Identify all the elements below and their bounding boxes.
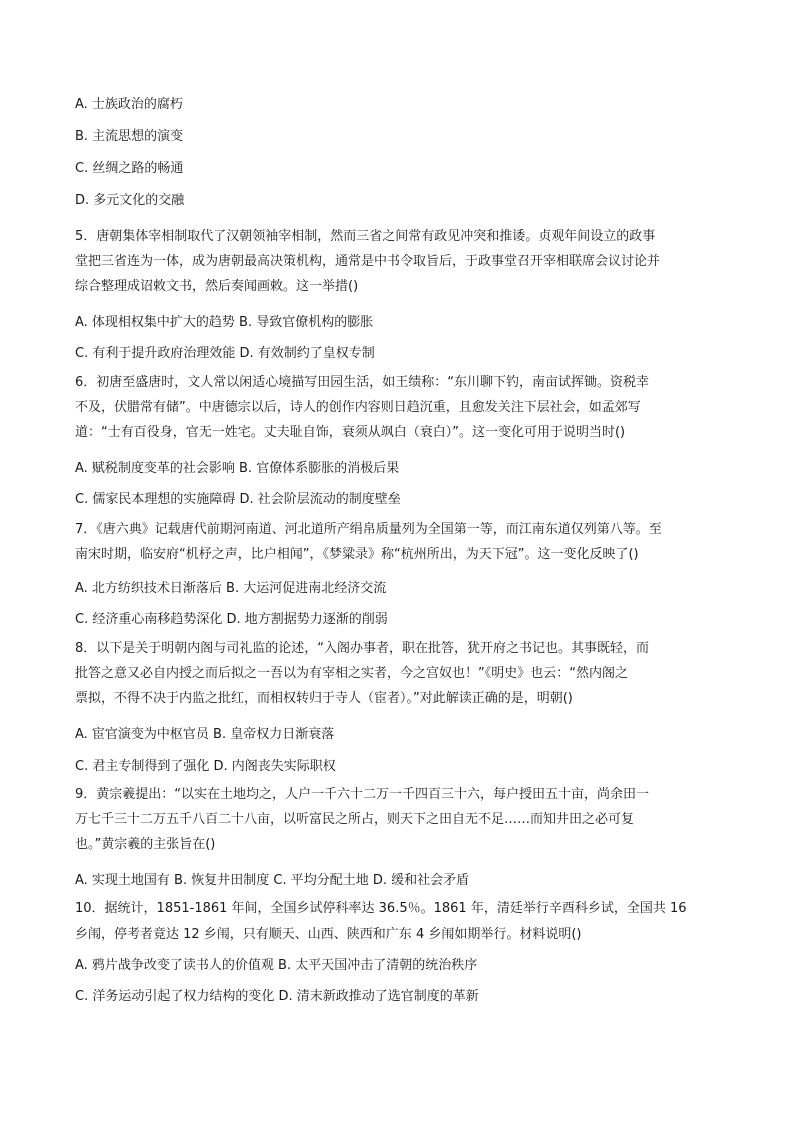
- question-stem: 9．黄宗羲提出：“以实在土地均之，人户一千六十二万一千四百三十六，每户授田五十亩，尚余田一: [75, 787, 650, 802]
- option-line: A. 宦官演变为中枢官员 B. 皇帝权力日渐衰落: [75, 727, 335, 742]
- question-stem: 7．《唐六典》记载唐代前期河南道、河北道所产绢帛质量列为全国第一等，而江南东道仅列第八等。至: [75, 522, 662, 537]
- option-line: B. 主流思想的演变: [75, 129, 184, 144]
- option-line: A. 鸦片战争改变了读书人的价值观 B. 太平天国冲击了清朝的统治秩序: [75, 958, 478, 973]
- option-line: C. 洋务运动引起了权力结构的变化 D. 清末新政推动了选官制度的革新: [75, 989, 479, 1004]
- question-stem: 道：“士有百役身，官无一姓宅。丈夫耻自饰，衰须从飒白（衰白）”。这一变化可用于说明当时(): [75, 425, 626, 440]
- question-stem: 综合整理成诏敕文书，然后奏闻画敕。这一举措(): [75, 279, 359, 294]
- option-line: A. 体现相权集中扩大的趋势 B. 导致官僚机构的膨胀: [75, 315, 374, 330]
- question-stem: 8．以下是关于明朝内阁与司礼监的论述，“入阁办事者，职在批答，犹开府之书记也。其事既轻，而: [75, 641, 650, 656]
- option-line: A. 士族政治的腐朽: [75, 97, 183, 112]
- question-stem: 乡闱，停考者竟达 12 乡闱，只有顺天、山西、陕西和广东 4 乡闱如期举行。材料说明(): [75, 927, 582, 942]
- question-stem: 不及，伏腊常有储”。中唐德宗以后，诗人的创作内容则日趋沉重，且愈发关注下层社会，如孟郊写: [75, 400, 641, 415]
- question-stem: 10．据统计，1851-1861 年间，全国乡试停科率达 36.5％。1861 年，清廷举行辛酉科乡试，全国共 16: [75, 901, 687, 916]
- option-line: C. 儒家民本理想的实施障碍 D. 社会阶层流动的制度壁垒: [75, 492, 401, 507]
- question-stem: 南宋时期，临安府“机杼之声，比户相闻”，《梦粱录》称“杭州所出，为天下冠”。这一变化反映了(): [75, 547, 639, 562]
- option-line: C. 有利于提升政府治理效能 D. 有效制约了皇权专制: [75, 346, 375, 361]
- question-stem: 5．唐朝集体宰相制取代了汉朝领袖宰相制，然而三省之间常有政见冲突和推诿。贞观年间设立的政事: [75, 229, 656, 244]
- question-stem: 6．初唐至盛唐时，文人常以闲适心境描写田园生活，如王绩称：“东川聊下钓，南亩试挥锄。资税幸: [75, 375, 650, 390]
- option-line: A. 北方纺织技术日渐落后 B. 大运河促进南北经济交流: [75, 581, 387, 596]
- question-stem: 票拟，不得不决于内监之批红，而相权转归于寺人（宦者）。”对此解读正确的是，明朝(): [75, 691, 573, 706]
- option-line: A. 赋税制度变革的社会影响 B. 官僚体系膨胀的消极后果: [75, 461, 400, 476]
- option-line: A. 实现土地国有 B. 恢复井田制度 C. 平均分配土地 D. 缓和社会矛盾: [75, 873, 470, 888]
- question-stem: 堂把三省连为一体，成为唐朝最高决策机构，通常是中书令取旨后，于政事堂召开宰相联席会议讨论并: [75, 254, 661, 269]
- question-stem: 万七千三十二万五千八百二十八亩，以听富民之所占，则天下之田自无不足……而知井田之必可复: [75, 812, 635, 827]
- question-stem: 批答之意又必自内授之而后拟之一吾以为有宰相之实者，今之宫奴也！”《明史》也云：“然内阁之: [75, 666, 628, 681]
- option-line: C. 君主专制得到了强化 D. 内阁丧失实际职权: [75, 759, 336, 774]
- option-line: C. 经济重心南移趋势深化 D. 地方割据势力逐渐的削弱: [75, 612, 388, 627]
- option-line: C. 丝绸之路的畅通: [75, 161, 184, 176]
- question-stem: 也。”黄宗羲的主张旨在(): [75, 837, 216, 852]
- option-line: D. 多元文化的交融: [75, 193, 185, 208]
